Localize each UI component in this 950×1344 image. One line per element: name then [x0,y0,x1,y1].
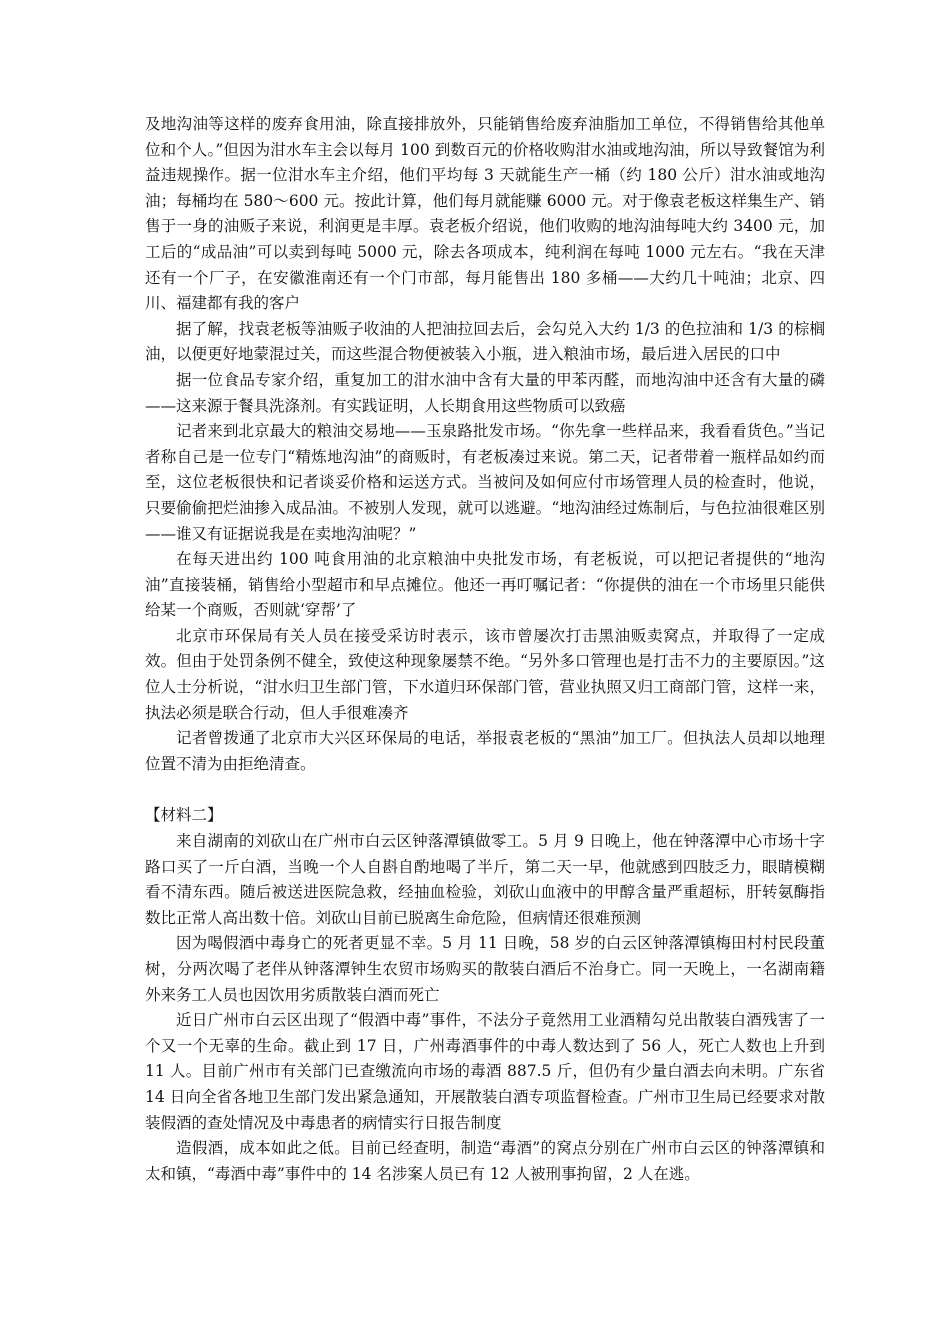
material1-paragraph-3: 据一位食品专家介绍，重复加工的泔水油中含有大量的甲苯丙醛，而地沟油中还含有大量的磷——这来源于餐具洗涤剂。有实践证明，人长期食用这些物质可以致癌 [145,370,825,415]
material2-paragraph-1: 来自湖南的刘砍山在广州市白云区钟落潭镇做零工。5 月 9 日晚上，他在钟落潭中心市场十字路口买了一斤白酒，当晚一个人自斟自酌地喝了半斤，第二天一早，他就感到四肢乏力，眼睛模糊看不清东西。随后被送进医院急救，经抽血检验，刘砍山血液中的甲醇含量严重超标，肝转氨酶指数比正常人高出数十倍。刘砍山目前已脱离生命危险，但病情还很难预测 [145,832,825,927]
material1-paragraph-7: 记者曾拨通了北京市大兴区环保局的电话，举报袁老板的“黑油”加工厂。但执法人员却以地理位置不清为由拒绝清查。 [145,729,825,773]
material1-paragraph-2: 据了解，找袁老板等油贩子收油的人把油拉回去后，会勾兑入大约 1/3 的色拉油和 1/3 的棕榈油，以便更好地蒙混过关，而这些混合物便被装入小瓶，进入粮油市场，最后进入居民的口中 [145,319,825,364]
material2-paragraph-3: 近日广州市白云区出现了“假酒中毒”事件，不法分子竟然用工业酒精勾兑出散装白酒残害了一个又一个无辜的生命。截止到 17 日，广州毒酒事件的中毒人数达到了 56 人，死亡人数也上升到 11 人。目前广州市有关部门已查缴流向市场的毒酒 887.5 斤，但仍有少量白酒去向未明。广东省 14 日向全省各地卫生部门发出紧急通知，开展散装白酒专项监督检查。广州市卫生局已经要求对散装假酒的查处情况及中毒患者的病情实行日报告制度 [145,1011,825,1132]
document-page [145,112,825,1187]
material1-paragraph-1: 及地沟油等这样的废弃食用油，除直接排放外，只能销售给废弃油脂加工单位，不得销售给其他单位和个人。”但因为泔水车主会以每月 100 到数百元的价格收购泔水油或地沟油，所以导致餐馆为利益违规操作。据一位泔水车主介绍，他们平均每 3 天就能生产一桶（约 180 公斤）泔水油或地沟油；每桶均在 580～600 元。按此计算，他们每月就能赚 6000 元。对于像袁老板这样集生产、销售于一身的油贩子来说，利润更是丰厚。袁老板介绍说，他们收购的地沟油每吨大约 3400 元，加工后的“成品油”可以卖到每吨 5000 元，除去各项成本，纯利润在每吨 1000 元左右。“我在天津还有一个厂子，在安徽淮南还有一个门市部，每月能售出 180 多桶——大约几十吨油；北京、四川、福建都有我的客户 [145,115,825,313]
material1-paragraph-4: 记者来到北京最大的粮油交易地——玉泉路批发市场。“你先拿一些样品来，我看看货色。”当记者称自己是一位专门“精炼地沟油”的商贩时，有老板凑过来说。第二天，记者带着一瓶样品如约而至，这位老板很快和记者谈妥价格和运送方式。当被问及如何应付市场管理人员的检查时，他说，只要偷偷把烂油掺入成品油。不被别人发现，就可以逃避。“地沟油经过炼制后，与色拉油很难区别——谁又有证据说我是在卖地沟油呢？” [145,422,825,543]
material2-paragraph-2: 因为喝假酒中毒身亡的死者更显不幸。5 月 11 日晚，58 岁的白云区钟落潭镇梅田村村民段董树，分两次喝了老伴从钟落潭钟生农贸市场购买的散装白酒后不治身亡。同一天晚上，一名湖南籍外来务工人员也因饮用劣质散装白酒而死亡 [145,934,825,1004]
material2-heading: 【材料二】 [145,806,223,825]
material2-paragraph-4: 造假酒，成本如此之低。目前已经查明，制造“毒酒”的窝点分别在广州市白云区的钟落潭镇和太和镇，“毒酒中毒”事件中的 14 名涉案人员已有 12 人被刑事拘留，2 人在逃。 [145,1139,825,1183]
material1-paragraph-6: 北京市环保局有关人员在接受采访时表示，该市曾屡次打击黑油贩卖窝点，并取得了一定成效。但由于处罚条例不健全，致使这种现象屡禁不绝。“另外多口管理也是打击不力的主要原因。”这位人士分析说，“泔水归卫生部门管，下水道归环保部门管，营业执照又归工商部门管，这样一来，执法必须是联合行动，但人手很难凑齐 [145,626,825,722]
material1-paragraph-5: 在每天进出约 100 吨食用油的北京粮油中央批发市场，有老板说，可以把记者提供的“地沟油”直接装桶，销售给小型超市和早点摊位。他还一再叮嘱记者：“你提供的油在一个市场里只能供给某一个商贩，否则就‘穿帮’了 [145,550,825,620]
